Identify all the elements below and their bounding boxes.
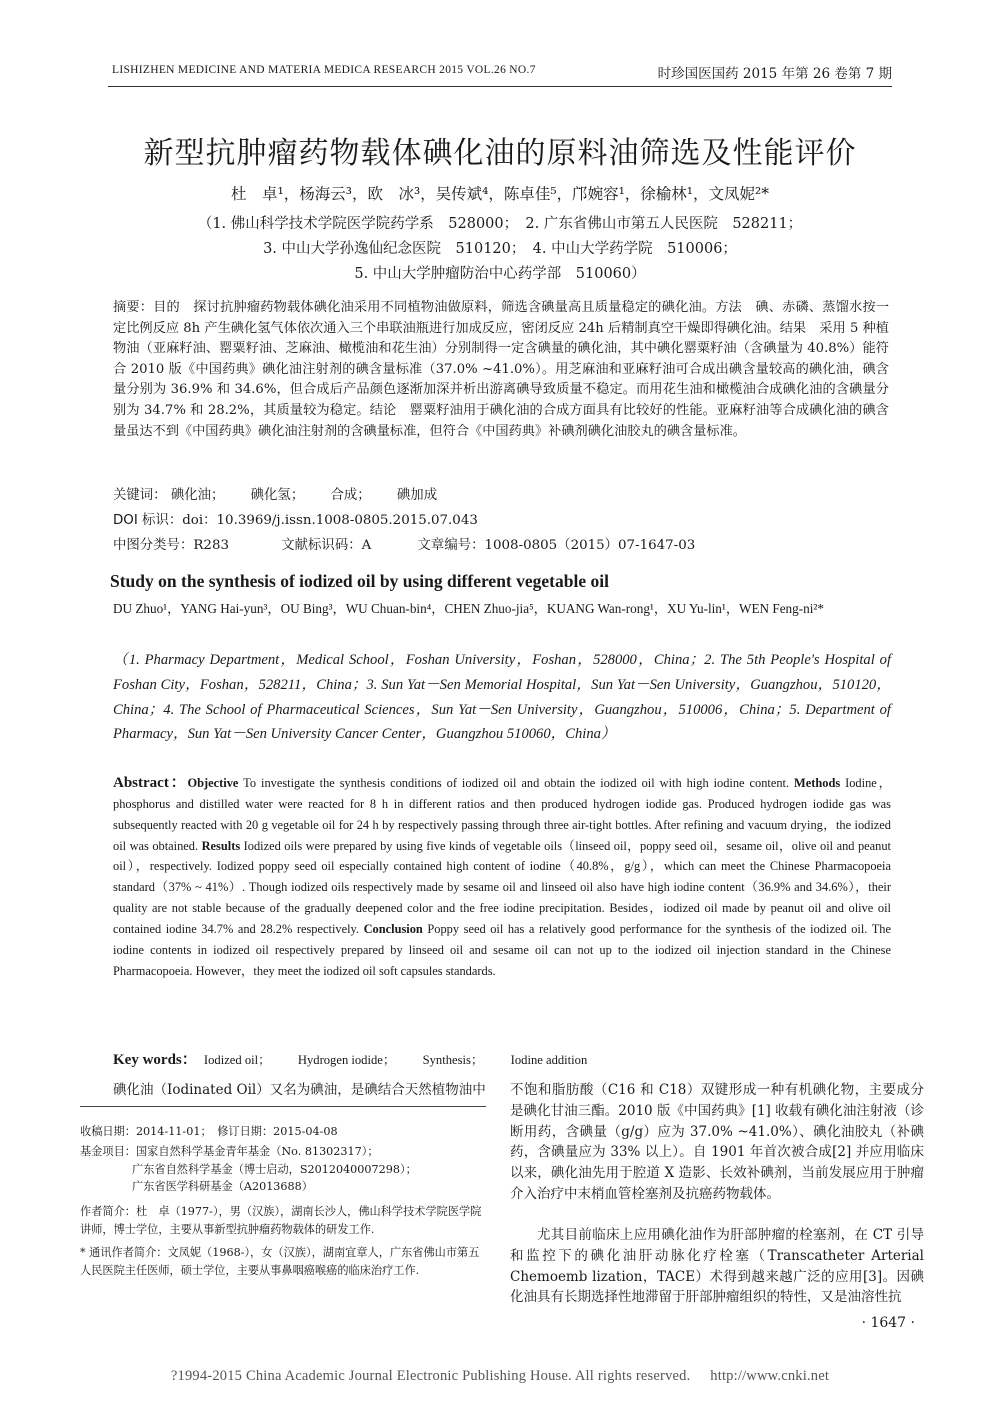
footnote-fund: [80, 1143, 490, 1196]
keyword-cn: 碘化氢；: [250, 488, 305, 503]
keyword-en: Hydrogen iodide；: [297, 1053, 396, 1067]
article-number-value: 1008-0805（2015）07-1647-03: [484, 538, 696, 553]
copyright-text: ?1994-2015 China Academic Journal Electronic Publishing House. All rights reserved.: [170, 1368, 691, 1384]
footnote-author-intro: 作者简介：杜 卓（1977-），男（汉族），湖南长沙人，佛山科学技术学院医学院讲师，博士学位，主要从事新型抗肿瘤药物载体的研发工作.: [80, 1205, 482, 1236]
author-list-cn: 杜 卓¹，杨海云³，欧 冰³，吴传斌⁴，陈卓佳⁵，邝婉容¹，徐榆林¹，文凤妮²*: [231, 185, 769, 203]
doi-line: [113, 509, 478, 528]
keywords-cn: [113, 484, 437, 503]
classification-line: [113, 534, 695, 553]
footer-url[interactable]: http://www.cnki.net: [710, 1368, 830, 1384]
keyword-en: Iodized oil；: [203, 1053, 271, 1067]
fund-item: 广东省医学科研基金（A2013688）: [132, 1180, 313, 1194]
journal-header-cn: 时珍国医国药 2015 年第 26 卷第 7 期: [657, 66, 892, 82]
copyright-footer: [0, 1368, 1000, 1385]
abstract-en-label: Abstract：: [113, 775, 188, 791]
doi-label: DOI 标识：: [113, 513, 183, 528]
body-left-para: 碘化油（Iodinated Oil）又名为碘油，是碘结合天然植物油中: [113, 1082, 486, 1098]
conclusion-text: Poppy seed oil has a relatively good performance for the synthesis of the iodized oil. The iodine contents in iodized oil respectively prepared by linseed oil and sesame oil can not up to the iodized oil injection standard in the Chinese Pharmacopoeia. However，they meet the iodized oil soft capsules standards.: [113, 921, 891, 978]
conclusion-label: Conclusion: [363, 921, 423, 936]
results-label: Results: [201, 838, 241, 853]
page-number: · 1647 ·: [861, 1315, 915, 1331]
affiliation-line-3: 5. 中山大学肿瘤防治中心药学部 510060）: [354, 266, 646, 282]
results-text: Iodized oils were prepared by using five kinds of vegetable oils（linseed oil，poppy seed oil，sesame oil，olive oil and peanut oil），respectively. Iodized poppy seed oil especially contained high content of iodine（40.8%，g/g），which can meet the Chinese Pharmacopoeia standard（37% ~ 41%）. Though iodized oils respectively made by sesame oil and linseed oil also have high iodine content（36.9% and 34.6%），their quality are not stable because of the gradually deepened color and the free iodine precipitation. Besides，iodized oil made by peanut oil and olive oil contained iodine 34.7% and 28.2% respectively.: [113, 838, 892, 936]
keywords-en-label: Key words：: [113, 1052, 197, 1068]
keywords-en: [113, 1048, 607, 1069]
methods-label: Methods: [794, 776, 841, 790]
footnote-corresponding: * 通讯作者简介：文凤妮（1968-），女（汉族），湖南宜章人，广东省佛山市第五人民医院主任医师，硕士学位，主要从事鼻咽癌喉癌的临床治疗工作.: [80, 1246, 480, 1277]
objective-label: Objective: [187, 776, 239, 790]
fund-item: 国家自然科学基金青年基金（No. 81302317）；: [135, 1145, 379, 1158]
objective-text: To investigate the synthesis conditions of iodized oil and obtain the iodized oil with high iodine content.: [243, 776, 790, 790]
fund-label: 基金项目：: [80, 1145, 136, 1158]
keyword-en: Iodine addition: [510, 1053, 588, 1067]
abstract-cn-text: 目的 探讨抗肿瘤药物载体碘化油采用不同植物油做原料，筛选含碘量高且质量稳定的碘化油。方法 碘、赤磷、蒸馏水按一定比例反应 8h 产生碘化氢气体依次通入三个串联油瓶进行加成反应，密闭反应 24h 后精制真空干燥即得碘化油。结果 采用 5 种植物油（亚麻籽油、罂粟籽油、芝麻油、橄榄油和花生油）分别制得一定含碘量的碘化油，其中碘化罂粟籽油（含碘量为 40.8%）能符合 2010 版《中国药典》碘化油注射剂的碘含量标准（37.0% ~41.0%）。用芝麻油和亚麻籽油可合成出碘含量较高的碘化油，碘含量分别为 36.9% 和 34.6%，但合成后产品颜色逐渐加深并析出游离碘导致质量不稳定。而用花生油和橄榄油合成碘化油的含碘量分别为 34.7% 和 28.2%，其质量较为稳定。结论 罂粟籽油用于碘化油的合成方面具有比较好的性能。亚麻籽油等合成碘化油的碘含量虽达不到《中国药典》碘化油注射剂的含碘量标准，但符合《中国药典》补碘剂碘化油胶丸的碘含量标准。: [113, 300, 890, 439]
affiliations-en: （1. Pharmacy Department，Medical School，Foshan University，Foshan，528000，China；2. The 5th People's Hospital of Foshan City，Foshan，528211，China；3. Sun Yat－Sen Memorial Hospital，Sun Yat－Sen University，Guangzhou，510120，China；4. The School of Pharmaceutical Sciences，Sun Yat－Sen University，Guangzhou，510006，China；5. Department of Pharmacy，Sun Yat－Sen University Cancer Center，Guangzhou 510060，China）: [113, 652, 891, 743]
footnote-rule: [80, 1106, 486, 1107]
article-number-label: 文章编号：: [417, 538, 485, 553]
keyword-en: Synthesis；: [422, 1053, 484, 1067]
keyword-cn: 碘化油；: [170, 488, 225, 503]
abstract-cn: [113, 298, 889, 442]
affiliation-line-1: （1. 佛山科学技术学院医学院药学系 528000； 2. 广东省佛山市第五人民医院 528211；: [197, 216, 803, 232]
paper-title-cn: 新型抗肿瘤药物载体碘化油的原料油筛选及性能评价: [143, 136, 857, 171]
author-list-en: DU Zhuo¹，YANG Hai-yun³，OU Bing³，WU Chuan-bin⁴，CHEN Zhuo-jia⁵，KUANG Wan-rong¹，XU Yu-lin¹，WEN Feng-ni²*: [113, 601, 824, 616]
paper-title-en: Study on the synthesis of iodized oil by using different vegetable oil: [110, 571, 609, 591]
body-right-para-1: 不饱和脂肪酸（C16 和 C18）双键形成一种有机碘化物，主要成分是碘化甘油三酯。2010 版《中国药典》[1] 收载有碘化油注射液（诊断用药，含碘量（g/g）应为 37.0% ~41.0%）、碘化油胶丸（补碘药，含碘量应为 33% 以上）。自 1901 年首次被合成[2] 并应用临床以来，碘化油先用于腔道 X 造影、长效补碘剂，当前发展应用于肿瘤介入治疗中末梢血管栓塞剂及抗癌药物载体。: [510, 1082, 924, 1202]
fund-item: 广东省自然科学基金（博士启动，S2012040007298）；: [132, 1162, 417, 1176]
abstract-cn-label: 摘要：: [113, 300, 154, 315]
clc-label: 中图分类号：: [113, 538, 194, 553]
keyword-cn: 合成；: [330, 488, 371, 503]
doi-value[interactable]: doi：10.3969/j.issn.1008-0805.2015.07.043: [182, 513, 478, 528]
body-right-para-2: 尤其目前临床上应用碘化油作为肝部肿瘤的栓塞剂，在 CT 引导和监控下的碘化油肝动脉化疗栓塞（Transcatheter Arterial Chemoemb lization，TACE）术得到越来越广泛的应用[3]。因碘化油具有长期选择性地滞留于肝部肿瘤组织的特性，又是油溶性抗: [510, 1227, 924, 1306]
clc-value: R283: [193, 538, 229, 553]
keywords-cn-label: 关键词：: [113, 488, 167, 503]
journal-header-en: LISHIZHEN MEDICINE AND MATERIA MEDICA RESEARCH 2015 VOL.26 NO.7: [112, 64, 536, 76]
keyword-cn: 碘加成: [396, 488, 438, 503]
footnote-received: 收稿日期：2014-11-01； 修订日期：2015-04-08: [80, 1125, 338, 1138]
header-rule: [108, 86, 892, 87]
methods-text: Iodine，phosphorus and distilled water were reacted for 8 h in different ratios and then produced hydrogen iodide gas. Produced hydrogen iodide gas was subsequently reacted with 20 g vegetable oil for 24 h by respectively passing through three air-tight bottles. After refining and vacuum drying，the iodized oil was obtained.: [113, 776, 892, 853]
abstract-en: [113, 773, 891, 981]
doc-code-value: A: [361, 538, 372, 553]
affiliation-line-2: 3. 中山大学孙逸仙纪念医院 510120； 4. 中山大学药学院 510006；: [263, 241, 737, 257]
doc-code-label: 文献标识码：: [281, 538, 362, 553]
